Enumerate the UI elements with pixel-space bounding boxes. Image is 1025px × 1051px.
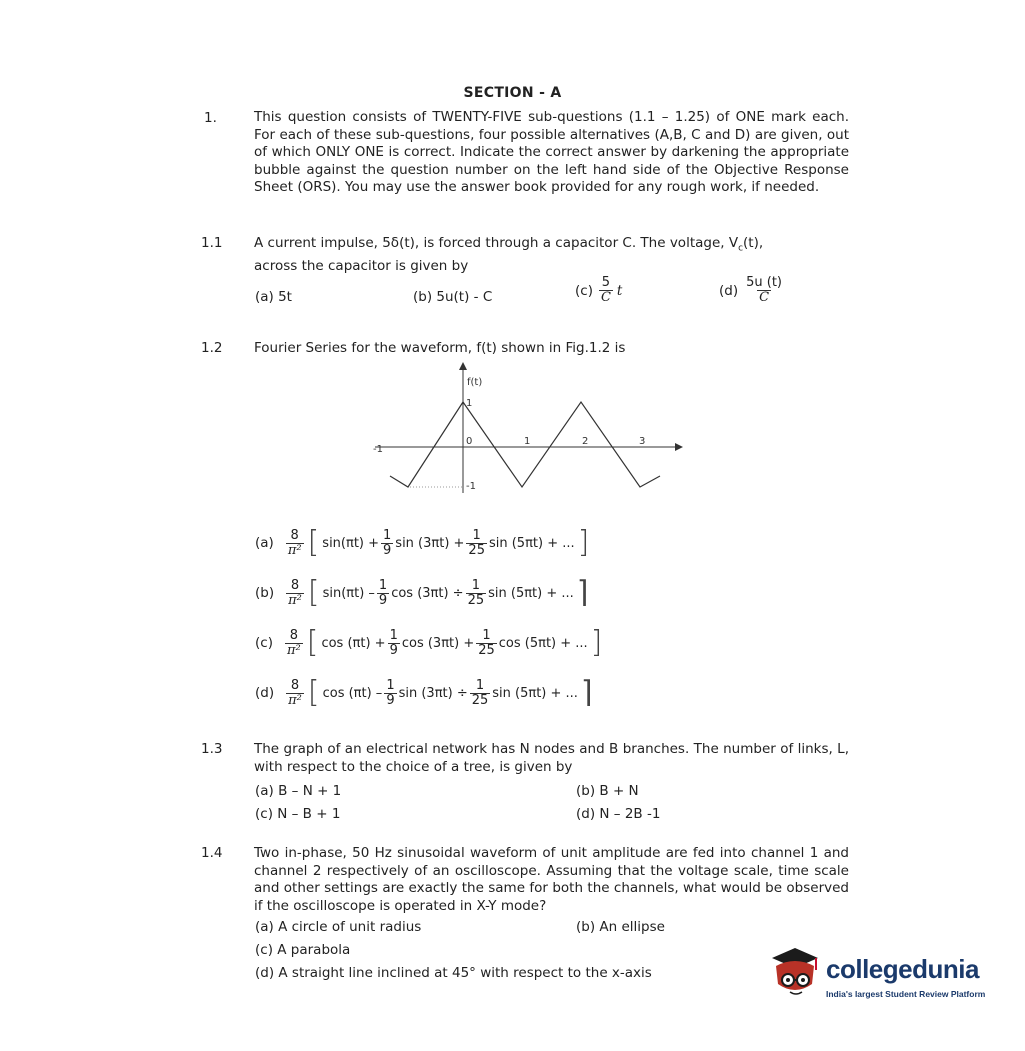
option-a: (a) 5t <box>255 289 292 305</box>
denominator: C <box>759 290 770 305</box>
numerator: 5 <box>601 275 611 290</box>
option-d <box>719 276 786 305</box>
fourier-option <box>255 525 590 560</box>
right-bracket: ⌉ <box>576 575 589 610</box>
term: sin (3πt) + <box>395 535 465 551</box>
term: sin(πt) + <box>322 535 380 551</box>
option-a: (a) B – N + 1 <box>255 783 342 799</box>
term: cos (3πt) ÷ <box>391 585 464 601</box>
option-b: (b) An ellipse <box>576 919 665 935</box>
question-number: 1.1 <box>201 235 223 251</box>
denominator: π² <box>286 642 301 658</box>
option-d: (d) N – 2B -1 <box>576 806 661 822</box>
question-text: Fourier Series for the waveform, f(t) shown in Fig.1.2 is <box>254 340 626 356</box>
fraction <box>377 579 389 608</box>
denominator: π² <box>287 542 302 558</box>
left-bracket: [ <box>307 575 320 610</box>
option-d: (d) A straight line inclined at 45° with respect to the x-axis <box>255 965 652 981</box>
denominator: 25 <box>478 642 495 658</box>
denominator: 9 <box>389 642 398 658</box>
numerator: 8 <box>289 627 298 643</box>
y-tick-top: 1 <box>466 398 473 409</box>
collegedunia-logo <box>766 944 1006 1014</box>
y-axis-label: f(t) <box>467 377 483 388</box>
x-tick: 1 <box>524 436 531 447</box>
denominator: C <box>600 290 611 305</box>
fraction <box>599 276 613 305</box>
x-tick: 3 <box>639 436 646 447</box>
numerator: 1 <box>472 527 481 543</box>
option-label: (d) <box>719 282 739 299</box>
question-text-line1: A current impulse, 5δ(t), is forced through a capacitor C. The voltage, V <box>254 235 739 251</box>
option-c <box>575 276 622 305</box>
numerator: 5u (t) <box>746 275 782 290</box>
denominator: π² <box>288 592 302 608</box>
option-label: (d) <box>255 685 275 701</box>
denominator: 25 <box>467 592 485 608</box>
question-text <box>254 235 849 276</box>
term: cos (5πt) + ... <box>498 635 588 651</box>
variable: t <box>616 282 623 299</box>
left-bracket: [ <box>307 675 320 710</box>
fourier-option <box>255 675 593 710</box>
option-label: (c) <box>255 635 273 651</box>
left-bracket: [ <box>307 525 320 560</box>
coefficient-fraction <box>286 679 304 708</box>
x-axis-arrow <box>675 443 683 451</box>
graduate-mascot-icon <box>766 944 824 1008</box>
logo-wordmark: collegedunia <box>826 954 979 984</box>
numerator: 1 <box>386 677 395 693</box>
term: cos (πt) + <box>321 635 386 651</box>
denominator: 9 <box>386 692 395 708</box>
waveform-figure <box>370 360 690 500</box>
question-text: The graph of an electrical network has N nodes and B branches. The number of links, L, with respect to the choice of a tree, is given by <box>254 741 849 775</box>
right-bracket: ⌉ <box>580 675 593 710</box>
fraction <box>384 679 396 708</box>
fraction <box>381 529 393 558</box>
numerator: 8 <box>290 577 300 593</box>
question-text-line2: across the capacitor is given by <box>254 258 469 275</box>
option-b: (b) B + N <box>576 783 639 799</box>
question-number: 1. <box>204 110 217 126</box>
fraction <box>388 629 400 658</box>
instructions-paragraph: This question consists of TWENTY-FIVE sub-questions (1.1 – 1.25) of ONE mark each. For each of these sub-questions, four possible alternatives (A,B, C and D) are given, out of which ONLY ONE is correct. Indicate the correct answer by darkening the appropriate bubble against the question number on the left hand side of the Objective Response Sheet (ORS). You may use the answer book provided for any rough work, if needed. <box>254 109 849 195</box>
term: sin (5πt) + ... <box>492 685 578 701</box>
section-title: SECTION - A <box>463 85 562 101</box>
right-bracket: ] <box>590 625 603 660</box>
numerator: 1 <box>471 577 480 593</box>
coefficient-fraction <box>285 629 303 658</box>
coefficient-fraction <box>286 579 304 608</box>
fraction <box>466 529 487 558</box>
term: sin (3πt) ÷ <box>398 685 468 701</box>
numerator: 1 <box>482 627 491 643</box>
denominator: 25 <box>468 542 485 558</box>
option-c: (c) N – B + 1 <box>255 806 341 822</box>
x-tick: 0 <box>466 436 473 447</box>
question-number: 1.2 <box>201 340 223 356</box>
denominator: 9 <box>378 592 388 608</box>
term: cos (3πt) + <box>401 635 475 651</box>
coefficient-fraction <box>286 529 304 558</box>
x-tick: -1 <box>373 444 383 455</box>
subscript: c <box>738 243 744 254</box>
question-text-line1-end: (t), <box>743 235 764 251</box>
y-tick-bottom: -1 <box>466 481 476 492</box>
question-number: 1.3 <box>201 741 223 757</box>
term: sin (5πt) + ... <box>488 585 574 601</box>
numerator: 8 <box>290 677 300 693</box>
x-tick: 2 <box>582 436 589 447</box>
option-c: (c) A parabola <box>255 942 351 958</box>
y-axis-arrow <box>459 362 467 370</box>
numerator: 1 <box>389 627 398 643</box>
fraction <box>466 579 487 608</box>
numerator: 1 <box>383 527 392 543</box>
question-number: 1.4 <box>201 845 223 861</box>
denominator: 25 <box>471 692 489 708</box>
option-label: (c) <box>575 282 593 299</box>
question-text: Two in-phase, 50 Hz sinusoidal waveform of unit amplitude are fed into channel 1 and channel 2 respectively of an oscilloscope. Assuming that the voltage scale, time scale and other settings are exactly the same for both the channels, what would be observed if the oscilloscope is operated in X-Y mode? <box>254 845 849 914</box>
fraction <box>744 276 784 305</box>
right-bracket: ] <box>577 525 590 560</box>
fraction <box>476 629 497 658</box>
numerator: 1 <box>475 677 485 693</box>
fourier-option <box>255 625 603 660</box>
option-label: (b) <box>255 585 275 601</box>
numerator: 1 <box>378 577 388 593</box>
term: sin(πt) – <box>322 585 375 601</box>
denominator: π² <box>288 692 302 708</box>
option-label: (a) <box>255 535 274 551</box>
fourier-option <box>255 575 589 610</box>
term: cos (πt) – <box>322 685 383 701</box>
option-b: (b) 5u(t) - C <box>413 289 493 305</box>
left-bracket: [ <box>306 625 319 660</box>
option-a: (a) A circle of unit radius <box>255 919 422 935</box>
fraction <box>470 679 491 708</box>
numerator: 8 <box>290 527 299 543</box>
denominator: 9 <box>383 542 392 558</box>
term: sin (5πt) + ... <box>488 535 575 551</box>
logo-tagline: India's largest Student Review Platform <box>826 989 986 999</box>
